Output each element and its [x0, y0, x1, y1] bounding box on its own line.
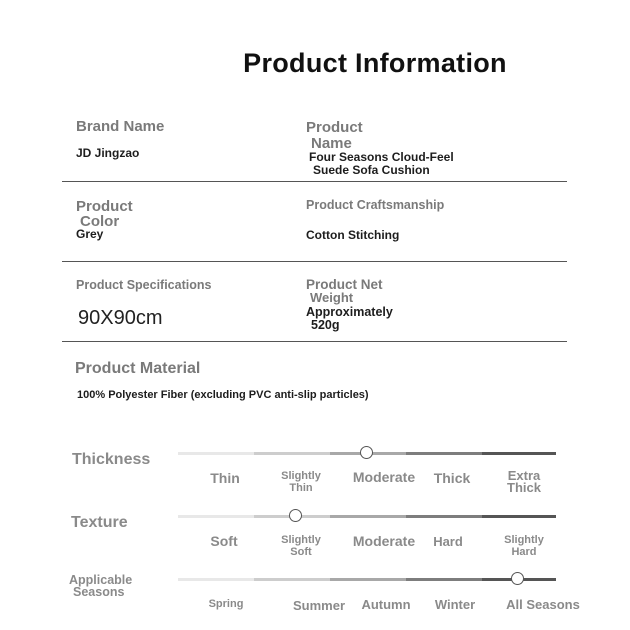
- product-name-value-line2: Suede Sofa Cushion: [313, 163, 430, 177]
- thickness-option: Extra Thick: [507, 468, 541, 495]
- scale-segment: [254, 452, 330, 455]
- scale-segment: [178, 515, 254, 518]
- seasons-scale: [178, 578, 556, 581]
- net-weight-label-line1: Product Net: [306, 277, 383, 292]
- scale-segment: [178, 452, 254, 455]
- seasons-option: Winter: [434, 597, 476, 612]
- seasons-option: Summer: [292, 598, 346, 613]
- scale-segment: [330, 515, 406, 518]
- texture-option: Slightly Soft: [281, 534, 321, 558]
- seasons-label-line1: Applicable: [69, 573, 133, 587]
- specifications-label: Product Specifications: [76, 278, 212, 292]
- scale-segment: [482, 515, 556, 518]
- product-color-label-line2: Color: [80, 213, 120, 230]
- product-name-label-line2: Name: [311, 135, 352, 152]
- seasons-label-line2: Seasons: [73, 585, 125, 599]
- scale-segment: [406, 452, 482, 455]
- craftsmanship-label: Product Craftsmanship: [306, 198, 445, 212]
- brand-name-label: Brand Name: [76, 118, 165, 135]
- texture-indicator: [289, 509, 302, 522]
- texture-scale: [178, 515, 556, 518]
- seasons-option: All Seasons: [506, 597, 580, 612]
- brand-name-value: JD Jingzao: [76, 146, 140, 160]
- thickness-option: Moderate: [352, 469, 416, 485]
- seasons-indicator: [511, 572, 524, 585]
- scale-segment: [178, 578, 254, 581]
- scale-segment: [254, 578, 330, 581]
- thickness-indicator: [360, 446, 373, 459]
- thickness-scale: [178, 452, 556, 455]
- product-color-label-line1: Product: [76, 198, 133, 215]
- texture-option: Slightly Hard: [504, 534, 544, 558]
- divider: [62, 181, 567, 182]
- craftsmanship-value: Cotton Stitching: [306, 228, 400, 242]
- net-weight-label-line2: Weight: [310, 290, 354, 305]
- product-color-value: Grey: [76, 227, 104, 241]
- thickness-option: Thin: [210, 470, 240, 486]
- scale-segment: [406, 515, 482, 518]
- scale-segment: [482, 452, 556, 455]
- product-name-label-line1: Product: [306, 119, 363, 136]
- texture-label: Texture: [71, 514, 128, 531]
- page-title: Product Information: [243, 48, 507, 78]
- material-value: 100% Polyester Fiber (excluding PVC anti-slip particles): [77, 389, 369, 401]
- divider: [62, 341, 567, 342]
- texture-option: Soft: [210, 533, 238, 549]
- scale-segment: [406, 578, 482, 581]
- seasons-option: Spring: [208, 598, 244, 610]
- net-weight-value-line1: Approximately: [306, 305, 393, 319]
- scale-segment: [330, 578, 406, 581]
- thickness-label: Thickness: [72, 451, 151, 468]
- specifications-value: 90X90cm: [78, 307, 163, 329]
- thickness-option: Slightly Thin: [281, 470, 321, 494]
- texture-option: Moderate: [352, 533, 416, 549]
- texture-option: Hard: [433, 534, 463, 549]
- seasons-option: Autumn: [361, 597, 411, 612]
- thickness-option: Thick: [433, 470, 471, 486]
- net-weight-value-line2: 520g: [311, 318, 340, 332]
- product-name-value-line1: Four Seasons Cloud-Feel: [309, 150, 454, 164]
- material-label: Product Material: [75, 360, 201, 377]
- divider: [62, 261, 567, 262]
